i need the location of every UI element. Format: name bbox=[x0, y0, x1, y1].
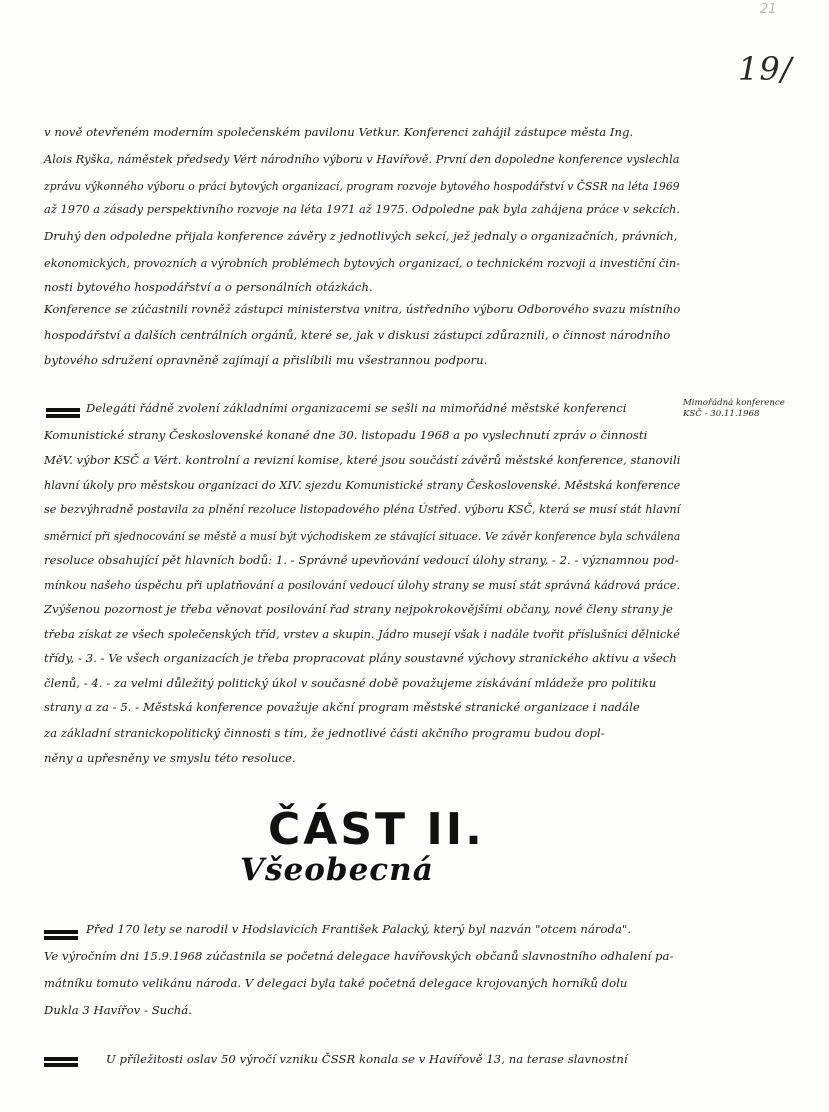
text-line: ekonomických, provozních a výrobních problémech bytových organizací, o technickém rozvoji a investiční čin- bbox=[44, 256, 681, 270]
text-line: něny a upřesněny ve smyslu této resoluce. bbox=[44, 751, 296, 765]
text-line: Komunistické strany Československé konané dne 30. listopadu 1968 a po vyslechnutí zpráv o činnosti bbox=[44, 428, 648, 442]
text-line: Konference se zúčastnili rovněž zástupci ministerstva vnitra, ústředního výboru Odborového svazu místního bbox=[44, 302, 681, 316]
margin-note-line: KSČ - 30.11.1968 bbox=[683, 409, 760, 419]
text-line: nosti bytového hospodářství a o personálních otázkách. bbox=[44, 280, 373, 294]
text-line: za základní stranickopolitický činnosti s tím, že jednotlivé části akčního programu budou dopl- bbox=[44, 726, 605, 740]
part-subheading: Všeobecná bbox=[240, 852, 434, 888]
text-line: strany a za - 5. - Městská konference považuje akční program městské stranické organizace i nadále bbox=[44, 700, 640, 714]
text-line: zprávu výkonného výboru o práci bytových organizací, program rozvoje bytového hospodářství v ČSSR na léta 1969 bbox=[44, 179, 680, 193]
text-line: mínkou našeho úspěchu při uplatňování a posilování vedoucí úlohy strany se musí stát správná kádrová práce. bbox=[44, 578, 681, 592]
part-heading: ČÁST II. bbox=[268, 804, 485, 855]
text-line: Ve výročním dni 15.9.1968 zúčastnila se početná delegace havířovských občanů slavnostního odhalení pa- bbox=[44, 949, 674, 963]
text-line: hlavní úkoly pro městskou organizaci do XIV. sjezdu Komunistické strany Československé. Městská konference bbox=[44, 478, 681, 492]
text-line: třeba získat ze všech společenských tříd, vrstev a skupin. Jádro musejí však i nadále tvořit příslušníci dělnické bbox=[44, 627, 680, 641]
text-line: Dukla 3 Havířov - Suchá. bbox=[44, 1003, 192, 1017]
page-number: 19/ bbox=[738, 50, 793, 88]
text-line: hospodářství a dalších centrálních orgánů, které se, jak v diskusi zástupci zdůraznili, o činnost národního bbox=[44, 328, 671, 342]
text-line: Zvýšenou pozornost je třeba věnovat posilování řad strany nejpokrokovějšími občany, nové členy strany je bbox=[44, 602, 673, 616]
text-line: třídy, - 3. - Ve všech organizacích je třeba propracovat plány soustavné výchovy stranického aktivu a všech bbox=[44, 651, 677, 665]
text-line: Druhý den odpoledne přijala konference závěry z jednotlivých sekcí, jež jednaly o organizačních, právních, bbox=[44, 229, 678, 243]
text-line: resoluce obsahující pět hlavních bodů: 1. - Správné upevňování vedoucí úlohy strany, - 2. - významnou pod- bbox=[44, 553, 679, 567]
corner-page-mark: 21 bbox=[760, 2, 777, 17]
text-line: Před 170 lety se narodil v Hodslavicích František Palacký, který byl nazván "otcem národa". bbox=[86, 922, 632, 936]
section-marker-bar bbox=[44, 1057, 78, 1061]
text-line: mátníku tomuto velikánu národa. V delegaci byla také početná delegace krojovaných horníků dolu bbox=[44, 976, 628, 990]
text-line: bytového sdružení opravněně zajímají a přislíbili mu všestrannou podporu. bbox=[44, 353, 488, 367]
section-marker-bar bbox=[46, 408, 80, 412]
text-line: Alois Ryška, náměstek předsedy Vért národního výboru v Havířově. První den dopoledne konference vyslechla bbox=[44, 152, 680, 166]
text-line: členů, - 4. - za velmi důležitý politický úkol v současné době považujeme získávání mládeže pro politiku bbox=[44, 676, 657, 690]
text-line: Delegáti řádně zvolení základními organizacemi se sešli na mimořádné městské konferenci bbox=[86, 401, 627, 415]
section-marker-bar bbox=[44, 930, 78, 934]
margin-note bbox=[683, 398, 825, 420]
text-line: se bezvýhradně postavila za plnění rezoluce listopadového pléna Ústřed. výboru KSČ, která se musí stát hlavní bbox=[44, 502, 681, 516]
margin-note-line: Mimořádná konference bbox=[683, 398, 785, 408]
text-line: MěV. výbor KSČ a Vért. kontrolní a revizní komise, které jsou součástí závěrů městské konference, stanovili bbox=[44, 453, 681, 467]
text-line: směrnicí při sjednocování se městě a musí být východiskem ze stávající situace. Ve závěr konference byla schválena bbox=[44, 529, 681, 543]
text-line: U příležitosti oslav 50 výročí vzniku ČSSR konala se v Havířově 13, na terase slavnostní bbox=[106, 1052, 628, 1066]
text-line: v nově otevřeném moderním společenském pavilonu Vetkur. Konferenci zahájil zástupce města Ing. bbox=[44, 125, 634, 139]
text-line: až 1970 a zásady perspektivního rozvoje na léta 1971 až 1975. Odpoledne pak byla zahájena práce v sekcích. bbox=[44, 202, 681, 216]
